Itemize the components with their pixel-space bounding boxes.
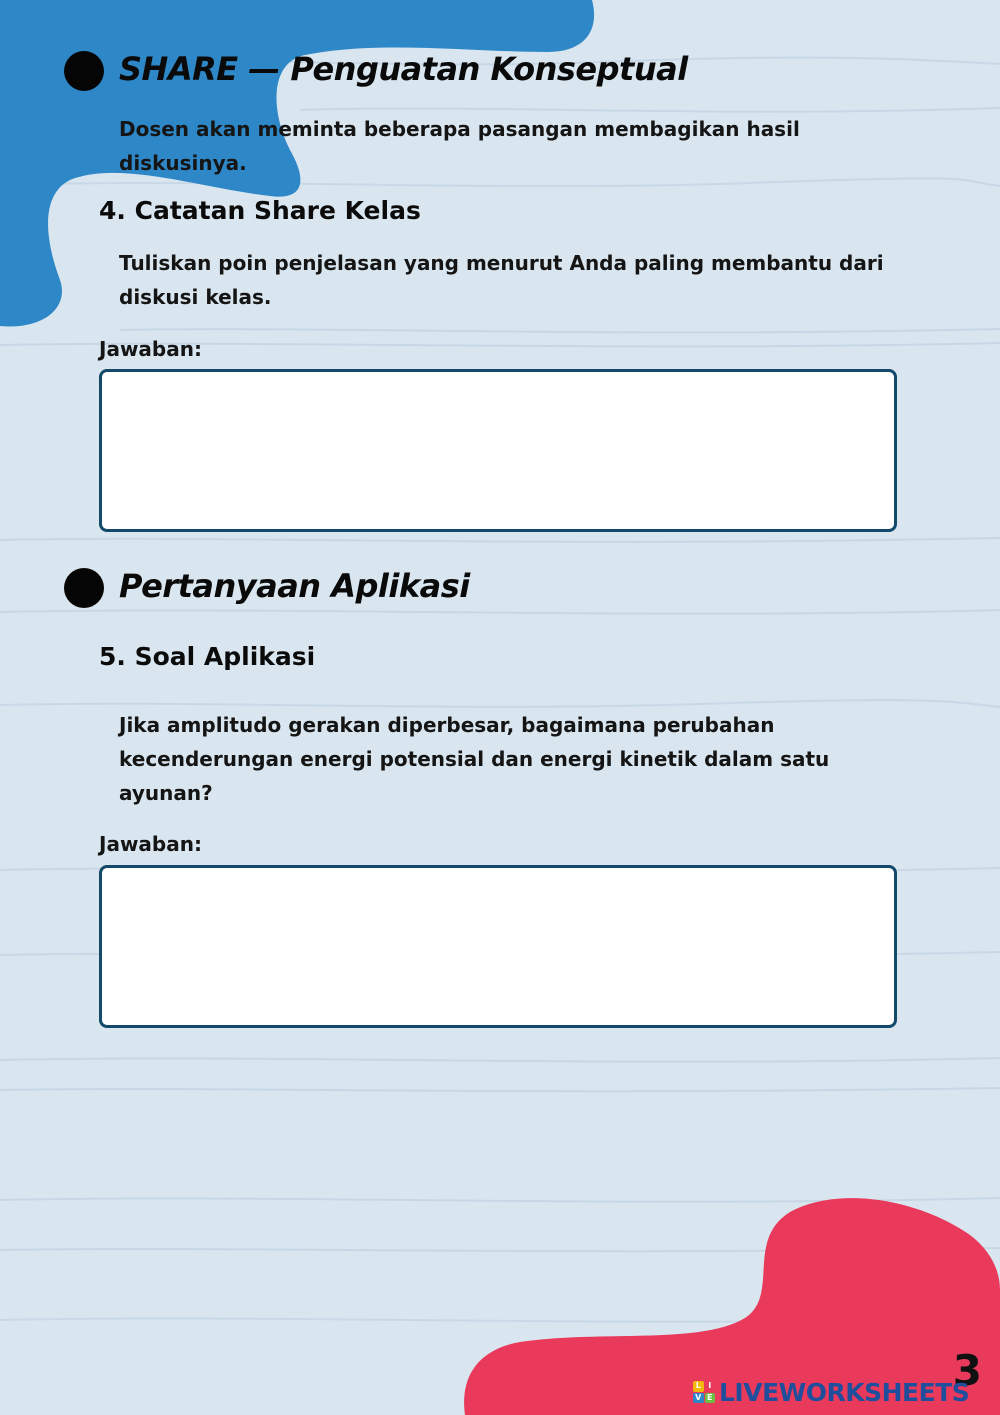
page-number: 3 <box>952 1346 982 1395</box>
section-title-aplikasi: Pertanyaan Aplikasi <box>119 567 470 605</box>
logo-letter: I <box>705 1381 716 1392</box>
section-bullet-icon <box>64 568 104 608</box>
answer-input-5[interactable] <box>99 865 897 1028</box>
question-title-4: 4. Catatan Share Kelas <box>99 196 421 225</box>
intro-line: diskusinya. <box>119 151 247 175</box>
logo-letter: L <box>693 1381 704 1392</box>
answer-input-4[interactable] <box>99 369 897 532</box>
question-line: ayunan? <box>119 781 213 805</box>
logo-letter: E <box>705 1393 716 1404</box>
question-text-5 <box>119 708 829 810</box>
question-title-5: 5. Soal Aplikasi <box>99 642 316 671</box>
question-line: Tuliskan poin penjelasan yang menurut Anda paling membantu dari <box>119 251 884 275</box>
section-intro <box>119 112 800 180</box>
liveworksheets-logo-text: LIVEWORKSHEETS <box>719 1377 970 1407</box>
intro-line: Dosen akan meminta beberapa pasangan membagikan hasil <box>119 117 800 141</box>
section-title-share: SHARE — Penguatan Konseptual <box>119 50 688 88</box>
answer-label: Jawaban: <box>99 337 202 361</box>
question-line: kecenderungan energi potensial dan energi kinetik dalam satu <box>119 747 830 771</box>
question-line: diskusi kelas. <box>119 285 272 309</box>
section-bullet-icon <box>64 51 104 91</box>
question-text-4 <box>119 246 884 314</box>
liveworksheets-logo[interactable] <box>693 1378 969 1406</box>
logo-letter: V <box>693 1393 704 1404</box>
answer-label: Jawaban: <box>99 832 202 856</box>
question-line: Jika amplitudo gerakan diperbesar, bagaimana perubahan <box>119 713 775 737</box>
liveworksheets-logo-icon <box>693 1381 715 1403</box>
